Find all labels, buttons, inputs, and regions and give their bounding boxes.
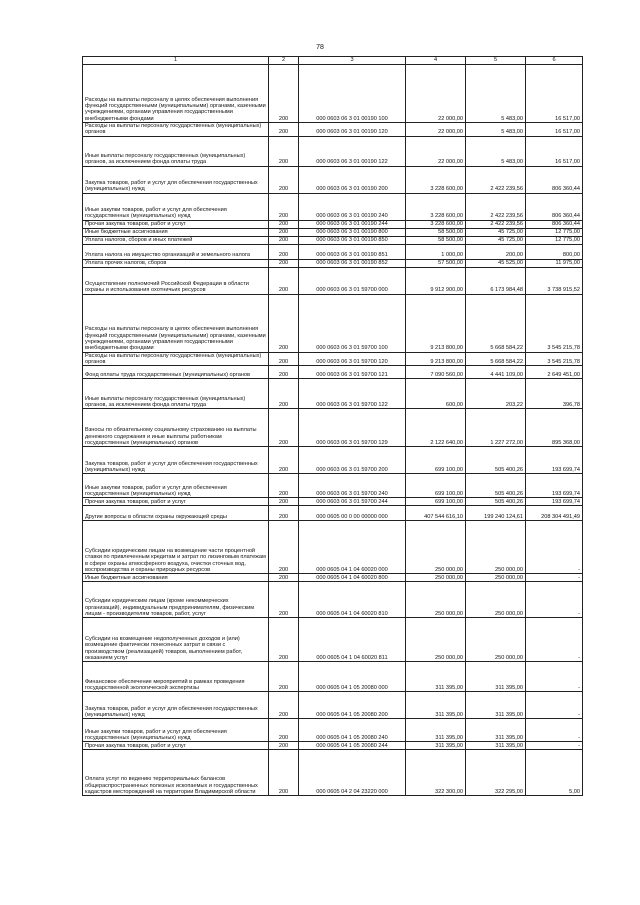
- row-unexecuted-amount-cell: -: [526, 618, 583, 662]
- column-header: 3: [299, 57, 406, 65]
- row-unexecuted-amount-cell: 193 699,74: [526, 474, 583, 498]
- row-unexecuted-amount-cell: -: [526, 582, 583, 618]
- column-header: 6: [526, 57, 583, 65]
- row-executed-amount-cell: 45 725,00: [466, 236, 526, 244]
- column-header: 2: [269, 57, 299, 65]
- row-name-cell: Финансовое обеспечение мероприятий в рамках проведения государственной экологической экспертизы: [83, 662, 269, 692]
- row-approved-amount-cell: 250 000,00: [406, 574, 466, 582]
- table-row: [83, 692, 583, 719]
- row-admin-code-cell: 200: [269, 352, 299, 366]
- row-unexecuted-amount-cell: -: [526, 742, 583, 750]
- row-name-cell: Оплата услуг по ведению территориальных балансов общераспространенных полезных ископаемых и государственных кадастров месторождений на территории Владимирской области: [83, 750, 269, 796]
- row-name-cell: Закупка товаров, работ и услуг для обеспечения государственных (муниципальных) нужд: [83, 692, 269, 719]
- row-name-cell: Закупка товаров, работ и услуг для обеспечения государственных (муниципальных) нужд: [83, 447, 269, 474]
- table-row: [83, 506, 583, 521]
- row-executed-amount-cell: 5 483,00: [466, 123, 526, 137]
- row-approved-amount-cell: 699 100,00: [406, 447, 466, 474]
- row-approved-amount-cell: 9 912 900,00: [406, 267, 466, 294]
- row-name-cell: Прочая закупка товаров, работ и услуг: [83, 220, 269, 228]
- table-row: [83, 244, 583, 259]
- table-row: [83, 294, 583, 352]
- row-admin-code-cell: 200: [269, 366, 299, 379]
- row-unexecuted-amount-cell: 208 304 491,49: [526, 506, 583, 521]
- table-row: [83, 742, 583, 750]
- row-classification-code-cell: 000 0603 06 3 01 00190 244: [299, 220, 406, 228]
- row-admin-code-cell: 200: [269, 742, 299, 750]
- column-header: 1: [83, 57, 269, 65]
- row-name-cell: Осуществление полномочий Российской Федерации в области охраны и использования охотничьих ресурсов: [83, 267, 269, 294]
- row-executed-amount-cell: 2 422 239,56: [466, 220, 526, 228]
- row-admin-code-cell: 200: [269, 65, 299, 123]
- row-name-cell: Субсидии юридическим лицам (кроме некоммерческих организаций), индивидуальным предпринимателям, физическим лицам - производителям товаров, работ, услуг: [83, 582, 269, 618]
- row-executed-amount-cell: 311 395,00: [466, 742, 526, 750]
- row-admin-code-cell: 200: [269, 521, 299, 574]
- row-approved-amount-cell: 7 090 560,00: [406, 366, 466, 379]
- row-admin-code-cell: 200: [269, 750, 299, 796]
- row-classification-code-cell: 000 0605 04 1 04 60020 811: [299, 618, 406, 662]
- budget-table: [82, 56, 583, 796]
- row-approved-amount-cell: 22 000,00: [406, 65, 466, 123]
- row-executed-amount-cell: 203,22: [466, 379, 526, 409]
- row-executed-amount-cell: 250 000,00: [466, 574, 526, 582]
- row-name-cell: Уплата прочих налогов, сборов: [83, 259, 269, 267]
- row-admin-code-cell: 200: [269, 662, 299, 692]
- row-classification-code-cell: 000 0603 06 3 01 00190 850: [299, 236, 406, 244]
- table-row: [83, 65, 583, 123]
- table-row: [83, 409, 583, 447]
- column-header: 4: [406, 57, 466, 65]
- row-admin-code-cell: 200: [269, 193, 299, 220]
- table-body: [83, 65, 583, 796]
- row-classification-code-cell: 000 0605 04 1 05 20080 200: [299, 692, 406, 719]
- row-classification-code-cell: 000 0605 04 1 04 60020 000: [299, 521, 406, 574]
- table-row: [83, 236, 583, 244]
- row-approved-amount-cell: 311 395,00: [406, 719, 466, 742]
- row-approved-amount-cell: 3 228 600,00: [406, 193, 466, 220]
- row-name-cell: Прочая закупка товаров, работ и услуг: [83, 498, 269, 506]
- row-approved-amount-cell: 600,00: [406, 379, 466, 409]
- row-admin-code-cell: 200: [269, 618, 299, 662]
- table-row: [83, 352, 583, 366]
- row-admin-code-cell: 200: [269, 294, 299, 352]
- row-name-cell: Иные бюджетные ассигнования: [83, 574, 269, 582]
- row-name-cell: Иные выплаты персоналу государственных (муниципальных) органов, за исключением фонда оплаты труда: [83, 379, 269, 409]
- row-unexecuted-amount-cell: 800,00: [526, 244, 583, 259]
- row-approved-amount-cell: 250 000,00: [406, 521, 466, 574]
- row-classification-code-cell: 000 0603 06 3 01 00190 240: [299, 193, 406, 220]
- row-classification-code-cell: 000 0603 06 3 01 59700 240: [299, 474, 406, 498]
- row-executed-amount-cell: 4 441 109,00: [466, 366, 526, 379]
- row-unexecuted-amount-cell: 193 699,74: [526, 447, 583, 474]
- row-name-cell: Расходы на выплаты персоналу государственных (муниципальных) органов: [83, 352, 269, 366]
- row-classification-code-cell: 000 0603 06 3 01 00190 851: [299, 244, 406, 259]
- row-unexecuted-amount-cell: -: [526, 692, 583, 719]
- table-row: [83, 662, 583, 692]
- row-approved-amount-cell: 9 213 800,00: [406, 352, 466, 366]
- row-classification-code-cell: 000 0603 06 3 01 59700 120: [299, 352, 406, 366]
- row-executed-amount-cell: 5 483,00: [466, 65, 526, 123]
- row-executed-amount-cell: 505 400,26: [466, 474, 526, 498]
- row-classification-code-cell: 000 0603 06 3 01 00190 122: [299, 136, 406, 166]
- table-row: [83, 582, 583, 618]
- row-admin-code-cell: 200: [269, 409, 299, 447]
- row-unexecuted-amount-cell: 3 545 215,78: [526, 294, 583, 352]
- row-approved-amount-cell: 58 500,00: [406, 228, 466, 236]
- row-approved-amount-cell: 58 500,00: [406, 236, 466, 244]
- row-classification-code-cell: 000 0603 06 3 01 59700 244: [299, 498, 406, 506]
- row-unexecuted-amount-cell: -: [526, 662, 583, 692]
- table-row: [83, 366, 583, 379]
- row-classification-code-cell: 000 0603 06 3 01 00190 852: [299, 259, 406, 267]
- row-name-cell: Иные выплаты персоналу государственных (муниципальных) органов, за исключением фонда оплаты труда: [83, 136, 269, 166]
- row-admin-code-cell: 200: [269, 506, 299, 521]
- row-name-cell: Взносы по обязательному социальному страхованию на выплаты денежного содержания и иные выплаты работникам государственных (муниципальных) органов: [83, 409, 269, 447]
- row-classification-code-cell: 000 0603 06 3 01 59700 100: [299, 294, 406, 352]
- row-name-cell: Закупка товаров, работ и услуг для обеспечения государственных (муниципальных) нужд: [83, 166, 269, 193]
- table-row: [83, 521, 583, 574]
- row-approved-amount-cell: 311 395,00: [406, 742, 466, 750]
- row-classification-code-cell: 000 0605 04 1 05 20080 240: [299, 719, 406, 742]
- row-unexecuted-amount-cell: 16 517,00: [526, 123, 583, 137]
- table-row: [83, 498, 583, 506]
- table-row: [83, 259, 583, 267]
- row-classification-code-cell: 000 0603 06 3 01 59700 121: [299, 366, 406, 379]
- row-classification-code-cell: 000 0605 04 1 04 60020 800: [299, 574, 406, 582]
- row-admin-code-cell: 200: [269, 498, 299, 506]
- row-executed-amount-cell: 1 227 272,00: [466, 409, 526, 447]
- row-unexecuted-amount-cell: 2 649 451,00: [526, 366, 583, 379]
- row-name-cell: Другие вопросы в области охраны окружающей среды: [83, 506, 269, 521]
- row-admin-code-cell: 200: [269, 259, 299, 267]
- row-unexecuted-amount-cell: 806 360,44: [526, 220, 583, 228]
- row-unexecuted-amount-cell: 806 360,44: [526, 193, 583, 220]
- row-classification-code-cell: 000 0603 06 3 01 59700 200: [299, 447, 406, 474]
- row-name-cell: Уплата налога на имущество организаций и земельного налога: [83, 244, 269, 259]
- row-executed-amount-cell: 250 000,00: [466, 618, 526, 662]
- row-approved-amount-cell: 250 000,00: [406, 618, 466, 662]
- row-unexecuted-amount-cell: -: [526, 521, 583, 574]
- row-classification-code-cell: 000 0605 04 1 05 20080 244: [299, 742, 406, 750]
- row-approved-amount-cell: 1 000,00: [406, 244, 466, 259]
- row-admin-code-cell: 200: [269, 244, 299, 259]
- table-row: [83, 220, 583, 228]
- row-admin-code-cell: 200: [269, 582, 299, 618]
- row-unexecuted-amount-cell: 11 975,00: [526, 259, 583, 267]
- column-header: 5: [466, 57, 526, 65]
- row-approved-amount-cell: 3 228 600,00: [406, 220, 466, 228]
- row-admin-code-cell: 200: [269, 136, 299, 166]
- row-unexecuted-amount-cell: 12 775,00: [526, 236, 583, 244]
- row-approved-amount-cell: 407 544 616,10: [406, 506, 466, 521]
- table-row: [83, 574, 583, 582]
- row-executed-amount-cell: 5 668 584,22: [466, 294, 526, 352]
- row-executed-amount-cell: 311 395,00: [466, 692, 526, 719]
- row-approved-amount-cell: 3 228 600,00: [406, 166, 466, 193]
- row-classification-code-cell: 000 0603 06 3 01 00190 120: [299, 123, 406, 137]
- row-unexecuted-amount-cell: 16 517,00: [526, 136, 583, 166]
- row-name-cell: Субсидии на возмещение недополученных доходов и (или) возмещение фактически понесенных затрат в связи с производством (реализацией) товаров, выполнением работ, оказанием услуг: [83, 618, 269, 662]
- row-name-cell: Уплата налогов, сборов и иных платежей: [83, 236, 269, 244]
- row-classification-code-cell: 000 0603 06 3 01 59700 129: [299, 409, 406, 447]
- row-unexecuted-amount-cell: -: [526, 719, 583, 742]
- table-row: [83, 618, 583, 662]
- row-classification-code-cell: 000 0603 06 3 01 59700 000: [299, 267, 406, 294]
- row-admin-code-cell: 200: [269, 166, 299, 193]
- row-unexecuted-amount-cell: 895 368,00: [526, 409, 583, 447]
- row-approved-amount-cell: 311 395,00: [406, 662, 466, 692]
- row-approved-amount-cell: 22 000,00: [406, 136, 466, 166]
- row-admin-code-cell: 200: [269, 447, 299, 474]
- row-executed-amount-cell: 505 400,26: [466, 498, 526, 506]
- row-executed-amount-cell: 322 295,00: [466, 750, 526, 796]
- row-approved-amount-cell: 250 000,00: [406, 582, 466, 618]
- row-unexecuted-amount-cell: 5,00: [526, 750, 583, 796]
- row-admin-code-cell: 200: [269, 379, 299, 409]
- row-executed-amount-cell: 45 525,00: [466, 259, 526, 267]
- row-classification-code-cell: 000 0605 04 2 04 23220 000: [299, 750, 406, 796]
- row-executed-amount-cell: 311 395,00: [466, 719, 526, 742]
- row-name-cell: Прочая закупка товаров, работ и услуг: [83, 742, 269, 750]
- row-name-cell: Иные закупки товаров, работ и услуг для обеспечения государственных (муниципальных) нужд: [83, 474, 269, 498]
- row-executed-amount-cell: 505 400,26: [466, 447, 526, 474]
- row-classification-code-cell: 000 0603 06 3 01 00190 800: [299, 228, 406, 236]
- row-name-cell: Иные бюджетные ассигнования: [83, 228, 269, 236]
- table-row: [83, 750, 583, 796]
- table-row: [83, 719, 583, 742]
- row-executed-amount-cell: 6 173 984,48: [466, 267, 526, 294]
- row-admin-code-cell: 200: [269, 220, 299, 228]
- row-approved-amount-cell: 699 100,00: [406, 498, 466, 506]
- row-classification-code-cell: 000 0603 06 3 01 00190 200: [299, 166, 406, 193]
- table-row: [83, 447, 583, 474]
- row-approved-amount-cell: 322 300,00: [406, 750, 466, 796]
- row-admin-code-cell: 200: [269, 123, 299, 137]
- table-row: [83, 379, 583, 409]
- row-admin-code-cell: 200: [269, 474, 299, 498]
- row-classification-code-cell: 000 0605 04 1 05 20080 000: [299, 662, 406, 692]
- row-executed-amount-cell: 311 395,00: [466, 662, 526, 692]
- row-admin-code-cell: 200: [269, 574, 299, 582]
- page-number: 78: [316, 44, 324, 51]
- row-unexecuted-amount-cell: 193 699,74: [526, 498, 583, 506]
- row-approved-amount-cell: 699 100,00: [406, 474, 466, 498]
- row-unexecuted-amount-cell: 12 775,00: [526, 228, 583, 236]
- row-admin-code-cell: 200: [269, 719, 299, 742]
- table-row: [83, 136, 583, 166]
- row-approved-amount-cell: 9 213 800,00: [406, 294, 466, 352]
- row-classification-code-cell: 000 0603 06 3 01 00190 100: [299, 65, 406, 123]
- row-classification-code-cell: 000 0603 06 3 01 59700 122: [299, 379, 406, 409]
- table-row: [83, 193, 583, 220]
- row-executed-amount-cell: 2 422 239,56: [466, 166, 526, 193]
- row-classification-code-cell: 000 0605 04 1 04 60020 810: [299, 582, 406, 618]
- row-approved-amount-cell: 57 500,00: [406, 259, 466, 267]
- row-executed-amount-cell: 250 000,00: [466, 582, 526, 618]
- row-executed-amount-cell: 5 668 584,22: [466, 352, 526, 366]
- row-executed-amount-cell: 250 000,00: [466, 521, 526, 574]
- row-unexecuted-amount-cell: 3 738 915,52: [526, 267, 583, 294]
- table-row: [83, 228, 583, 236]
- row-classification-code-cell: 000 0605 00 0 00 00000 000: [299, 506, 406, 521]
- table-row: [83, 123, 583, 137]
- table-row: [83, 267, 583, 294]
- row-unexecuted-amount-cell: 3 545 215,78: [526, 352, 583, 366]
- row-admin-code-cell: 200: [269, 692, 299, 719]
- row-executed-amount-cell: 199 240 124,61: [466, 506, 526, 521]
- table-row: [83, 166, 583, 193]
- row-executed-amount-cell: 45 725,00: [466, 228, 526, 236]
- row-approved-amount-cell: 311 395,00: [406, 692, 466, 719]
- row-approved-amount-cell: 22 000,00: [406, 123, 466, 137]
- row-executed-amount-cell: 2 422 239,56: [466, 193, 526, 220]
- row-executed-amount-cell: 5 483,00: [466, 136, 526, 166]
- row-name-cell: Расходы на выплаты персоналу государственных (муниципальных) органов: [83, 123, 269, 137]
- row-unexecuted-amount-cell: 806 360,44: [526, 166, 583, 193]
- row-name-cell: Расходы на выплаты персоналу в целях обеспечения выполнения функций государственными (муниципальными) органами, казенными учреждениями, органами управления государственными внебюджетными фондами: [83, 294, 269, 352]
- table-header-row: [83, 57, 583, 65]
- row-unexecuted-amount-cell: 16 517,00: [526, 65, 583, 123]
- row-executed-amount-cell: 200,00: [466, 244, 526, 259]
- row-name-cell: Иные закупки товаров, работ и услуг для обеспечения государственных (муниципальных) нужд: [83, 193, 269, 220]
- row-name-cell: Субсидии юридическим лицам на возмещение части процентной ставки по привлеченным кредитам и затрат по лизинговым платежам в сфере охраны атмосферного воздуха, очистки сточных вод, воспроизводства и охраны природных ресурсов: [83, 521, 269, 574]
- row-unexecuted-amount-cell: -: [526, 574, 583, 582]
- row-admin-code-cell: 200: [269, 228, 299, 236]
- row-approved-amount-cell: 2 122 640,00: [406, 409, 466, 447]
- row-unexecuted-amount-cell: 396,78: [526, 379, 583, 409]
- row-admin-code-cell: 200: [269, 267, 299, 294]
- row-name-cell: Иные закупки товаров, работ и услуг для обеспечения государственных (муниципальных) нужд: [83, 719, 269, 742]
- row-name-cell: Фонд оплаты труда государственных (муниципальных) органов: [83, 366, 269, 379]
- row-admin-code-cell: 200: [269, 236, 299, 244]
- table-row: [83, 474, 583, 498]
- row-name-cell: Расходы на выплаты персоналу в целях обеспечения выполнения функций государственными (муниципальными) органами, казенными учреждениями, органами управления государственными внебюджетными фондами: [83, 65, 269, 123]
